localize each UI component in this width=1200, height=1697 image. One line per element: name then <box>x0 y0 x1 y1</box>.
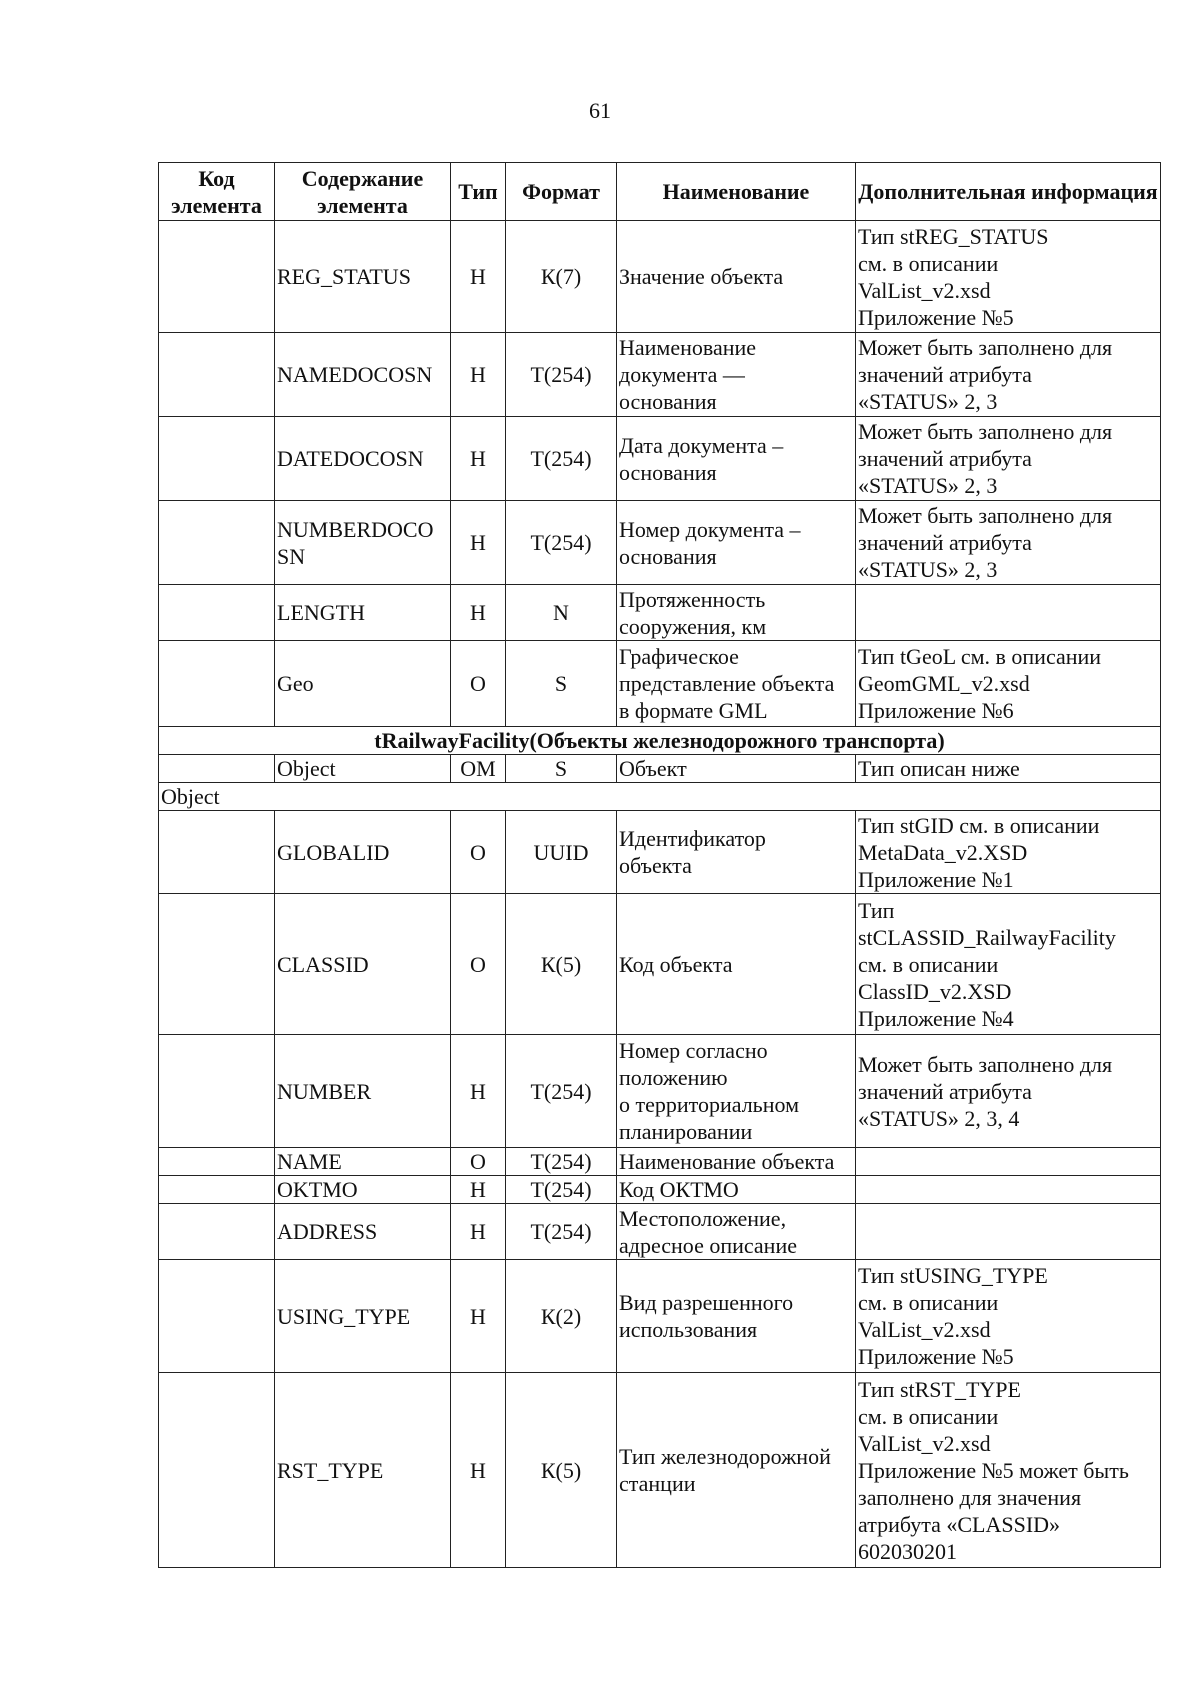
cell-format: Т(254) <box>506 1204 617 1260</box>
cell-name: Код объекта <box>617 894 856 1035</box>
table-row <box>159 755 1161 783</box>
cell-code <box>159 1148 275 1176</box>
cell-code <box>159 501 275 585</box>
cell-info <box>856 1148 1161 1176</box>
cell-type: Н <box>451 501 506 585</box>
header-name: Наименование <box>617 163 856 221</box>
table-row <box>159 333 1161 417</box>
cell-format: Т(254) <box>506 1148 617 1176</box>
table-row <box>159 1260 1161 1373</box>
cell-info <box>856 1176 1161 1204</box>
header-content: Содержание элемента <box>275 163 451 221</box>
cell-code <box>159 1204 275 1260</box>
cell-info: Тип stUSING_TYPE см. в описании ValList_v2.xsd Приложение №5 <box>856 1260 1161 1373</box>
table-row <box>159 894 1161 1035</box>
table-row <box>159 1176 1161 1204</box>
cell-name: Объект <box>617 755 856 783</box>
cell-content: NUMBERDOCO SN <box>275 501 451 585</box>
cell-type: Н <box>451 1035 506 1148</box>
cell-code <box>159 641 275 727</box>
cell-name: Тип железнодорожной станции <box>617 1373 856 1568</box>
cell-type: Н <box>451 1373 506 1568</box>
table-header-row <box>159 163 1161 221</box>
table-row <box>159 641 1161 727</box>
header-format: Формат <box>506 163 617 221</box>
header-code: Код элемента <box>159 163 275 221</box>
table-row <box>159 1148 1161 1176</box>
table-row <box>159 585 1161 641</box>
cell-content: Geo <box>275 641 451 727</box>
cell-type: Н <box>451 1260 506 1373</box>
table-row <box>159 1373 1161 1568</box>
cell-name: Дата документа – основания <box>617 417 856 501</box>
cell-type: О <box>451 894 506 1035</box>
cell-content: RST_TYPE <box>275 1373 451 1568</box>
cell-info: Тип stRST_TYPE см. в описании ValList_v2.xsd Приложение №5 может быть заполнено для значения атрибута «CLASSID» 602030201 <box>856 1373 1161 1568</box>
cell-type: Н <box>451 585 506 641</box>
cell-code <box>159 585 275 641</box>
cell-code <box>159 811 275 894</box>
cell-type: Н <box>451 1176 506 1204</box>
cell-content: CLASSID <box>275 894 451 1035</box>
cell-content: USING_TYPE <box>275 1260 451 1373</box>
cell-type: Н <box>451 417 506 501</box>
cell-content: NAME <box>275 1148 451 1176</box>
table-body-top <box>159 221 1161 727</box>
cell-code <box>159 894 275 1035</box>
cell-name: Местоположение, адресное описание <box>617 1204 856 1260</box>
cell-content: ADDRESS <box>275 1204 451 1260</box>
cell-name: Вид разрешенного использования <box>617 1260 856 1373</box>
cell-type: Н <box>451 333 506 417</box>
cell-content: NAMEDOCOSN <box>275 333 451 417</box>
cell-name: Наименование объекта <box>617 1148 856 1176</box>
page-number: 61 <box>589 98 611 123</box>
cell-content: OKTMO <box>275 1176 451 1204</box>
cell-content: LENGTH <box>275 585 451 641</box>
cell-type: Н <box>451 221 506 333</box>
attribute-table <box>158 162 1161 1568</box>
cell-code <box>159 1035 275 1148</box>
section-title: tRailwayFacility(Объекты железнодорожного транспорта) <box>159 727 1161 755</box>
cell-info: Может быть заполнено для значений атрибута «STATUS» 2, 3, 4 <box>856 1035 1161 1148</box>
cell-format: К(5) <box>506 894 617 1035</box>
cell-name: Протяженность сооружения, км <box>617 585 856 641</box>
header-type: Тип <box>451 163 506 221</box>
cell-format: К(7) <box>506 221 617 333</box>
cell-code <box>159 1176 275 1204</box>
table-body-section <box>159 727 1161 811</box>
cell-content: GLOBALID <box>275 811 451 894</box>
table-row <box>159 417 1161 501</box>
cell-name: Графическое представление объекта в формате GML <box>617 641 856 727</box>
cell-format: N <box>506 585 617 641</box>
cell-name: Код ОКТМО <box>617 1176 856 1204</box>
table-row <box>159 1035 1161 1148</box>
cell-type: О <box>451 1148 506 1176</box>
cell-info: Тип описан ниже <box>856 755 1161 783</box>
cell-format: К(5) <box>506 1373 617 1568</box>
header-info: Дополнительная информация <box>856 163 1161 221</box>
cell-content: REG_STATUS <box>275 221 451 333</box>
section-row <box>159 727 1161 755</box>
cell-format: Т(254) <box>506 1176 617 1204</box>
cell-type: Н <box>451 1204 506 1260</box>
cell-type: ОМ <box>451 755 506 783</box>
table-row <box>159 501 1161 585</box>
group-row <box>159 783 1161 811</box>
cell-name: Номер документа – основания <box>617 501 856 585</box>
cell-type: О <box>451 641 506 727</box>
cell-code <box>159 1260 275 1373</box>
cell-format: К(2) <box>506 1260 617 1373</box>
cell-name: Значение объекта <box>617 221 856 333</box>
cell-info: Тип stCLASSID_RailwayFacility см. в описании ClassID_v2.XSD Приложение №4 <box>856 894 1161 1035</box>
cell-info <box>856 1204 1161 1260</box>
cell-content: NUMBER <box>275 1035 451 1148</box>
cell-name: Идентификатор объекта <box>617 811 856 894</box>
cell-info: Тип stREG_STATUS см. в описании ValList_v2.xsd Приложение №5 <box>856 221 1161 333</box>
cell-type: О <box>451 811 506 894</box>
cell-name: Наименование документа — основания <box>617 333 856 417</box>
cell-name: Номер согласно положению о территориальном планировании <box>617 1035 856 1148</box>
cell-content: Object <box>275 755 451 783</box>
table-row <box>159 221 1161 333</box>
group-label: Object <box>159 783 1161 811</box>
cell-code <box>159 417 275 501</box>
cell-format: S <box>506 755 617 783</box>
cell-format: S <box>506 641 617 727</box>
cell-code <box>159 755 275 783</box>
cell-code <box>159 1373 275 1568</box>
cell-info: Тип tGeoL см. в описании GeomGML_v2.xsd Приложение №6 <box>856 641 1161 727</box>
cell-info: Может быть заполнено для значений атрибута «STATUS» 2, 3 <box>856 501 1161 585</box>
cell-code <box>159 221 275 333</box>
cell-content: DATEDOCOSN <box>275 417 451 501</box>
cell-info: Может быть заполнено для значений атрибута «STATUS» 2, 3 <box>856 333 1161 417</box>
cell-format: Т(254) <box>506 333 617 417</box>
table-body-bottom <box>159 811 1161 1568</box>
table-row <box>159 1204 1161 1260</box>
cell-format: Т(254) <box>506 501 617 585</box>
cell-format: UUID <box>506 811 617 894</box>
cell-info: Тип stGID см. в описании MetaData_v2.XSD Приложение №1 <box>856 811 1161 894</box>
cell-format: Т(254) <box>506 1035 617 1148</box>
cell-info <box>856 585 1161 641</box>
cell-code <box>159 333 275 417</box>
cell-format: Т(254) <box>506 417 617 501</box>
cell-info: Может быть заполнено для значений атрибута «STATUS» 2, 3 <box>856 417 1161 501</box>
table-row <box>159 811 1161 894</box>
